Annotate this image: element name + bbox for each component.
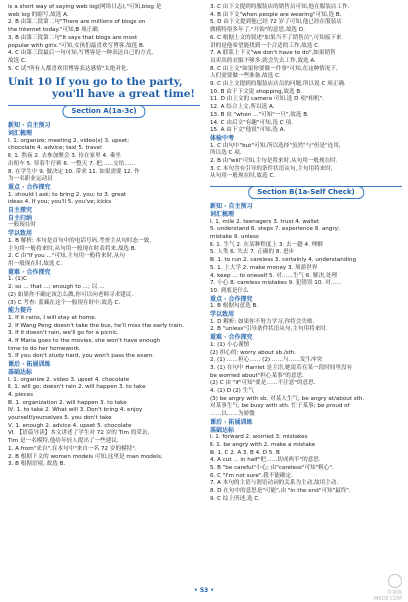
text-line: 出租车 5. 穿着牛仔裤 6. 一整天 7. 把……交给…… [8, 160, 136, 167]
text-line: time to do her homework. [8, 345, 81, 352]
text-line: the Internet today."可知,B 项正确. [8, 27, 100, 34]
text-line: 12. A 结合上文,所以选 A. [210, 104, 275, 111]
text-line: Ⅰ. 1. mile 2. teenagers 3. trust 4. wallet [210, 218, 320, 225]
watermark-logo [362, 574, 402, 602]
text-line: 9. C 综上所述,选 C. [210, 495, 261, 502]
subheading: 学以致用 [8, 230, 33, 238]
text-line: 从句用一般现在时,故选 C. [210, 173, 276, 180]
text-line: be worried about"担心某事"的意思. [210, 372, 304, 379]
subheading: 重难 · 合作探究 [210, 334, 253, 342]
text-line: 4. If Maria goes to the movies, she won't have enough [8, 338, 161, 345]
text-line: ideas 4. If you; you'll 5. you've; kicks [8, 199, 112, 206]
text-line: Ⅱ. 1. 生气 2. 在某种程度上 3. 去一趟 4. 理解 [210, 241, 323, 248]
text-line: Ⅱ. 1. 熬夜 2. 去参加聚会 3. 待在家里 4. 乘坐 [8, 153, 121, 160]
text-line: 1. If it rains, I will stay at home. [8, 314, 97, 321]
text-line: is a short way of saying web log(网络日志),"可知,blog 是 [8, 4, 162, 10]
text-line: Ⅴ. 1. enough 2. advice 4. upset 5. chocolate [8, 422, 132, 429]
right-text-before-b [210, 4, 402, 181]
section-b-label: Section B(1a-Self Check) [248, 186, 364, 199]
text-line: Tim 是一名模特,他给年轻人提出了一些建议. [8, 438, 119, 445]
subheading: 词汇梳理 [210, 210, 235, 218]
text-line: 为一名职业运动员 [8, 176, 53, 183]
text-line: 故选 C. [8, 57, 27, 64]
text-line: 5. B "be careful"小心; 由"careless"可知"粗心". [210, 465, 334, 472]
text-line: (2) C 由 "if"可知"要是……不注意"的意思. [210, 380, 316, 387]
text-line: 2. (1) ……担心…… (2) ……与……发生冲突 [210, 357, 323, 364]
text-line: 2. B 由"will"可知,主句是将来时,从句用一般现在时. [210, 158, 338, 165]
text-line: 1. B 根据句意选 B. [210, 303, 259, 310]
subheading: 学以致用 [210, 311, 235, 319]
text-line: 2. B "unless"引导条件状语从句,主句用将来时. [210, 326, 328, 333]
text-line: popular with girls."可知,女孩们最喜欢写博客,故选 B. [8, 42, 145, 49]
subheading: 能力提升 [8, 307, 33, 315]
unit-title [8, 76, 200, 100]
text-line: 2. C 由"If you ..."可知,主句用一般将来时,从句 [8, 253, 126, 260]
text-line: Ⅰ. 1. organize; meeting 2. video(s) 3. upset; [8, 137, 130, 144]
text-line: 4. pieces [8, 391, 34, 398]
text-line: Ⅵ. 【语篇导读】本文讲述了学生对 72 岁的 Tim 的采访, [8, 430, 150, 437]
text-line: 5. C 试"所有人都喜欢用博客表达感情"太绝对化. [8, 65, 129, 72]
text-line: 一般现在时 [8, 222, 36, 229]
subheading: 词汇梳理 [8, 130, 33, 138]
section-a-label: Section A(1a-3c) [62, 105, 145, 118]
text-line: 1. D 解析: 如果你不努力学习,你将会失败. [210, 318, 315, 325]
text-line: 8. D 在句中的意思是"可能",由 "in the end"可知"最终". [210, 488, 351, 495]
right-text-after-b [210, 203, 402, 503]
text-line: 4. (1) D (2) 生气 [210, 388, 254, 395]
text-line: (2) 如果你不确定该怎么做,你可以向老师寻求建议. [8, 291, 134, 298]
subheading: 重难 · 合作探究 [8, 268, 51, 276]
subheading: 重点 · 合作探究 [8, 183, 51, 191]
text-line: 6. C 根据上文的叙述"如果当不了销售员",可知接下来 [210, 34, 342, 41]
watermark-circle-icon [388, 574, 402, 588]
right-column [210, 4, 402, 504]
text-line: 2. so ... that ...; enough to ...; 以 ... [8, 284, 105, 291]
unit-title-line2: you'll have a great time! [52, 88, 196, 101]
text-line: 3. (1) 在句中 Harriet 是主语,她说若在某一段时间里没有 [210, 364, 353, 371]
text-line: Ⅳ. 1. to take 2. What will 3. Don't bring 4. enjoy [8, 407, 143, 414]
text-line: (2) 担心的; worry about sb./sth. [210, 349, 297, 356]
text-line: chocolate 4. advice; taxi 5. travel [8, 145, 102, 152]
text-line: 14. C 由后文"有趣"可知,选 C 项. [210, 119, 293, 126]
text-line: 5. D 由下文提到他已经 72 岁了可知,他已经在服装店 [210, 19, 342, 26]
text-line: Ⅱ. 1. will go; doesn't rain 2. will happen 3. to take [8, 384, 146, 391]
subheading: 新知 · 自主预习 [210, 203, 253, 211]
text-line: Ⅰ. 1. organize 2. video 3. upset 4. chocolate [8, 376, 130, 383]
subheading: 重点 · 合作探究 [210, 295, 253, 303]
text-line: 3. B 根据语境, 故选 B. [8, 461, 66, 468]
text-line: mistake 9. unless [210, 233, 259, 240]
text-line: 8. C 由上文"如果你要做一件事"可知,在这种情况下, [210, 65, 338, 72]
section-a-banner [8, 105, 200, 119]
text-line: yourself/yourselves 5. you don't take [8, 415, 112, 422]
text-line: 3. C 本句含有引导的条件状语从句,主句用将来时, [210, 165, 333, 172]
subheading: 基础达标 [8, 368, 33, 376]
text-line: 1. (1)C [8, 276, 27, 283]
text-line: 做模特很多年了,"开始"的意思,故选 D. [210, 27, 305, 34]
text-line: Ⅲ. 1. to run 2. careless 3. certainly 4. understanding [210, 257, 357, 264]
text-line: 9. C 由上文提到的服装店店员的问题,所以说 C 项正确. [210, 81, 346, 88]
text-line: 4. keep ... to oneself 5. 对……生气 6. 解决,处理 [210, 272, 338, 279]
watermark-text: 答案圈 MXQE.COM [373, 590, 402, 602]
text-line: 15. A 由下文"他说"可知,选 A. [210, 127, 286, 134]
text-line: 7. 小心 8. careless mistakes 9. 犯错误 10. 对…… [210, 280, 342, 287]
text-line: 3. C 由下文提到的服装店的销售员可知,他在服装店工作. [210, 4, 350, 10]
section-b-banner [210, 186, 402, 200]
text-line: 4. B 由下文"when people are wearing"可知,选 B. [210, 11, 342, 18]
subheading: 自主归纳 [8, 214, 33, 222]
text-line: 对某事生气; be busy with sth. 忙于某事; be proud of [210, 403, 350, 410]
text-line: 5. 1. 上大学 2. make money 3. 周游世界 [210, 264, 318, 271]
left-column [8, 4, 200, 469]
subheading: 体验中考 [210, 134, 235, 142]
subheading: 基础达标 [210, 426, 235, 434]
text-line: Ⅲ. 1. organization 2. will happen 3. to take [8, 399, 127, 406]
text-line: ……以……为骄傲 [210, 411, 255, 418]
text-line: 6. C "I'm not sure",我不能确定. [210, 472, 293, 479]
text-line: (3) be angry with sb. 对某人生气; be angry at/about sth. [210, 395, 365, 402]
text-line: Ⅲ. 1. C 2. A 3. B 4. D 5. B [210, 449, 280, 456]
left-text-before-unit [8, 4, 200, 73]
subheading: 课后 · 拓展训练 [210, 418, 253, 426]
text-line: 4. C 由第三段最后一句可知,写博客是一种表达自己的方式, [8, 50, 154, 57]
text-line: 4. A cut ... in half"把……切成两半"的意思. [210, 457, 321, 464]
text-line: 3. If it doesn't rain, we'll go for a picnic. [8, 330, 119, 337]
text-line: 人们需要做一些准备,故选 C. [210, 73, 281, 80]
text-line: 3. B 由第三段第二句"It says that blogs are most [8, 34, 138, 41]
text-line: 13. B 由 "when ..."可知"一旦",故选 B. [210, 111, 309, 118]
text-line: 1. C 由句中"but"可知,所以选择"虽然"与"但是"连用, [210, 142, 341, 149]
page-number: • 53 • [193, 587, 215, 594]
text-line: 2. If Wang Peng doesn't take the bus, he'll miss the early train. [8, 322, 184, 329]
text-line: (3) C 考查: 蓝藏在这个一般现在时中,故选 C. [8, 299, 121, 306]
text-line: 所以选 C 项. [210, 150, 242, 157]
text-line: 7. A 联系上下文"we don't have to do",如果销售 [210, 50, 336, 57]
text-line: 11. D 由上文的 camera 可知,选 D 项"相机". [210, 96, 324, 103]
text-line: 8. 在学生中 9. 做决定 10. 带来 11. 如果需要 12. 作 [8, 168, 140, 175]
subheading: 自主探究 [8, 207, 33, 215]
text-line: 10. 到底是什么 [210, 287, 249, 294]
subheading: 课后 · 拓展训练 [8, 361, 51, 369]
text-line: 5. If you don't study hard, you won't pass the exam. [8, 353, 155, 360]
subheading: 新知 · 自主预习 [8, 122, 51, 130]
left-text-after-section [8, 122, 200, 469]
text-line: 1. should I ask; to bring 2. you; to 3. great [8, 191, 127, 198]
text-line: 主句用一般将来时,从句用一般现在时表将来,故选 B. [8, 245, 137, 252]
text-line: 7. A 本句的主语与谓语动词的关系为主动,故用主动. [210, 480, 339, 487]
text-line: 5. understand 6. steps 7. experience 8. angry; [210, 226, 340, 233]
text-line: 2. B 根据下文的 women models 可知,这里是 man models. [8, 453, 163, 460]
text-line: 用一般现在时,故选 C. [8, 260, 62, 267]
text-line: Ⅱ. 1. be angry with 2. make a mistake [210, 441, 316, 448]
text-line: 5. 人类 6. 失去 7. 正确的 8. 进步 [210, 249, 295, 256]
unit-title-line1: Unit 10 If you go to the party, [8, 76, 183, 89]
text-line: 2. B 由第二段第二句"There are millions of blogs on [8, 19, 146, 26]
text-line: 讲的是他希望能找到一个合适的工作,故选 C. [210, 42, 320, 49]
text-line: 1. B 解析: 本句是首句中的电话号码,考查主从句时态一致. [8, 237, 152, 244]
text-line: Ⅰ. 1. forward 2. worried 3. mistakes [210, 434, 308, 441]
text-line: web log 的缩写,故选 A. [8, 11, 69, 18]
text-line: 1. (1) 小心谨慎 [210, 341, 250, 348]
text-line: 1. A from"来自",在本句中"来自一名 72 岁的模特". [8, 445, 137, 452]
text-line: 10. B 由于下文说 shopping,故选 B. [210, 88, 303, 95]
text-line: 员卖出的衣服不够多,就会失去工作,故选 A. [210, 57, 316, 64]
